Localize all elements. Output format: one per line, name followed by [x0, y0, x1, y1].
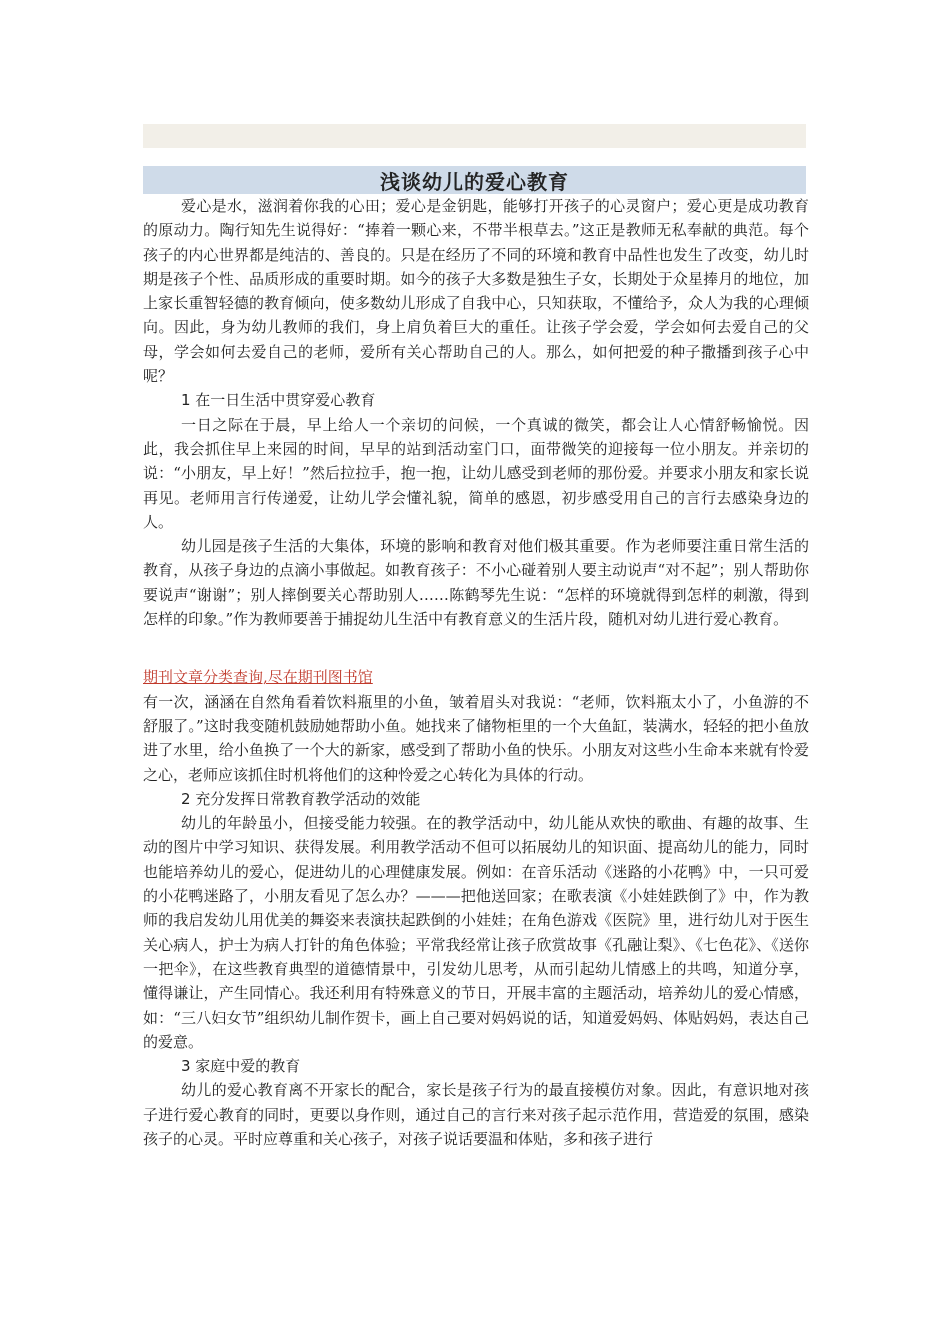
section-heading-2: 2 充分发挥日常教育教学活动的效能 — [181, 789, 421, 808]
paragraph-morning: 一日之际在于晨，早上给人一个亲切的问候，一个真诚的微笑，都会让人心情舒畅愉悦。因此，我会抓住早上来园的时间，早早的站到活动室门口，面带微笑的迎接每一位小朋友。并亲切的说：“小朋友，早上好！”然后拉拉手，抱一抱，让幼儿感受到老师的那份爱。并要求小朋友和家长说再见。老师用言行传递爱，让幼儿学会懂礼貌，简单的感恩，初步感受用自己的言行去感染身边的人。 — [143, 415, 809, 531]
section-heading-1: 1 在一日生活中贯穿爱心教育 — [181, 391, 376, 410]
paragraph-fish: 有一次，涵涵在自然角看着饮料瓶里的小鱼，皱着眉头对我说：“老师，饮料瓶太小了，小鱼游的不舒服了。”这时我变随机鼓励她帮助小鱼。她找来了储物柜里的一个大鱼缸，装满水，轻轻的把小鱼放进了水里，给小鱼换了一个大的新家，感受到了帮助小鱼的快乐。小朋友对这些小生命本来就有怜爱之心，老师应该抓住时机将他们的这种怜爱之心转化为具体的行动。 — [143, 692, 809, 784]
paragraph-kindergarten: 幼儿园是孩子生活的大集体，环境的影响和教育对他们极其重要。作为老师要注重日常生活的教育，从孩子身边的点滴小事做起。如教育孩子：不小心碰着别人要主动说声“对不起”；别人帮助你要说声“谢谢”；别人摔倒要关心帮助别人……陈鹤琴先生说：“怎样的环境就得到怎样的刺激，得到怎样的印象。”作为教师要善于捕捉幼儿生活中有教育意义的生活片段，随机对幼儿进行爱心教育。 — [143, 537, 809, 629]
top-banner — [143, 124, 806, 148]
page-title: 浅谈幼儿的爱心教育 — [143, 166, 806, 194]
paragraph-teaching: 幼儿的年龄虽小，但接受能力较强。在的教学活动中，幼儿能从欢快的歌曲、有趣的故事、生动的图片中学习知识、获得发展。利用教学活动不但可以拓展幼儿的知识面、提高幼儿的能力，同时也能培养幼儿的爱心，促进幼儿的心理健康发展。例如：在音乐活动《迷路的小花鸭》中，一只可爱的小花鸭迷路了，小朋友看见了怎么办？———把他送回家；在歌表演《小娃娃跌倒了》中，作为教师的我启发幼儿用优美的舞姿来表演扶起跌倒的小娃娃；在角色游戏《医院》里，进行幼儿对于医生关心病人，护士为病人打针的角色体验；平常我经常让孩子欣赏故事《孔融让梨》、《七色花》、《送你一把伞》，在这些教育典型的道德情景中，引发幼儿思考，从而引起幼儿情感上的共鸣，知道分享，懂得谦让，产生同情心。我还利用有特殊意义的节日，开展丰富的主题活动，培养幼儿的爱心情感，如：“三八妇女节”组织幼儿制作贺卡，画上自己要对妈妈说的话，知道爱妈妈、体贴妈妈，表达自己的爱意。 — [143, 814, 809, 1051]
article-body — [143, 194, 809, 1151]
section-heading-3: 3 家庭中爱的教育 — [181, 1057, 301, 1076]
spacer — [143, 631, 809, 665]
intro-paragraph: 爱心是水，滋润着你我的心田；爱心是金钥匙，能够打开孩子的心灵窗户；爱心更是成功教育的原动力。陶行知先生说得好：“捧着一颗心来，不带半根草去。”这正是教师无私奉献的典范。每个孩子的内心世界都是纯洁的、善良的。只是在经历了不同的环境和教育中品性也发生了改变，幼儿时期是孩子个性、品质形成的重要时期。如今的孩子大多数是独生子女，长期处于众星捧月的地位，加上家长重智轻德的教育倾向，使多数幼儿形成了自我中心，只知获取，不懂给予，众人为我的心理倾向。因此，身为幼儿教师的我们，身上肩负着巨大的重任。让孩子学会爱，学会如何去爱自己的父母，学会如何去爱自己的老师，爱所有关心帮助自己的人。那么，如何把爱的种子撒播到孩子心中呢？ — [143, 197, 809, 386]
journal-link[interactable]: 期刊文章分类查询,尽在期刊图书馆 — [143, 668, 373, 687]
paragraph-family: 幼儿的爱心教育离不开家长的配合，家长是孩子行为的最直接模仿对象。因此，有意识地对孩子进行爱心教育的同时，更要以身作则，通过自己的言行来对孩子起示范作用，营造爱的氛围，感染孩子的心灵。平时应尊重和关心孩子，对孩子说话要温和体贴，多和孩子进行 — [143, 1081, 809, 1148]
